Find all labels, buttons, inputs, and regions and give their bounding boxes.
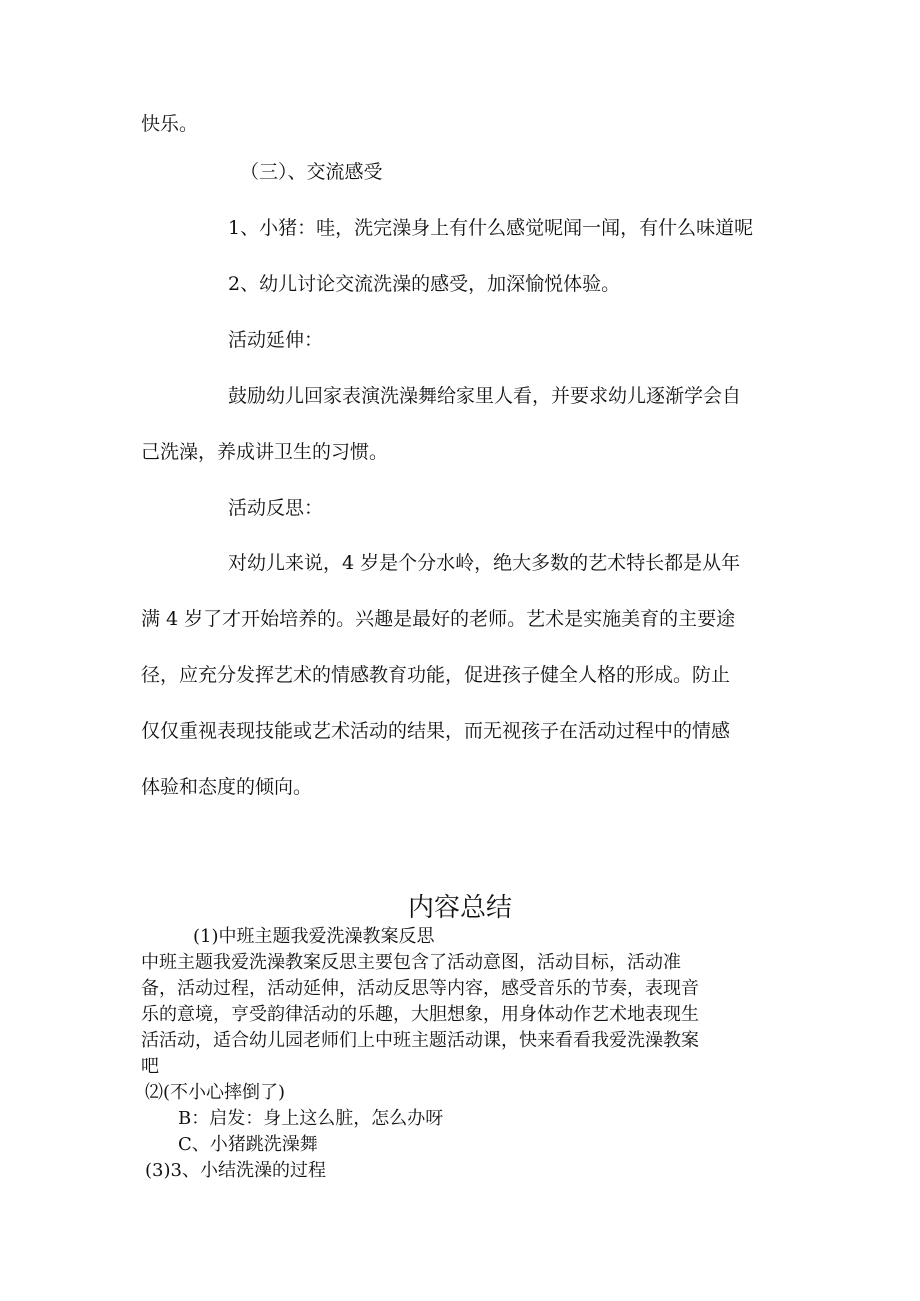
section-heading: （三）、交流感受 (240, 161, 383, 183)
body-line: 对幼儿来说，4 岁是个分水岭，绝大多数的艺术特长都是从年 (228, 552, 741, 574)
body-line: 己洗澡，养成讲卫生的习惯。 (141, 441, 389, 463)
summary-line: C、小猪跳洗澡舞 (178, 1134, 318, 1155)
body-line: 径，应充分发挥艺术的情感教育功能，促进孩子健全人格的形成。防止 (141, 664, 731, 686)
summary-title: 内容总结 (407, 893, 512, 923)
summary-line: 吧 (141, 1056, 159, 1077)
body-line: 仅仅重视表现技能或艺术活动的结果，而无视孩子在活动过程中的情感 (141, 720, 731, 742)
summary-line: 备，活动过程，活动延伸，活动反思等内容，感受音乐的节奏，表现音 (141, 978, 699, 999)
summary-line: (3)3、小结洗澡的过程 (145, 1160, 326, 1181)
summary-line: (1)中班主题我爱洗澡教案反思 (193, 926, 435, 947)
body-line: 鼓励幼儿回家表演洗澡舞给家里人看，并要求幼儿逐渐学会自 (228, 385, 742, 407)
body-line: 1、小猪：哇，洗完澡身上有什么感觉呢闻一闻，有什么味道呢 (228, 217, 754, 239)
body-line: 满 4 岁了才开始培养的。兴趣是最好的老师。艺术是实施美育的主要途 (141, 608, 736, 630)
body-line: 快乐。 (141, 113, 199, 135)
body-line: 2、幼儿讨论交流洗澡的感受，加深愉悦体验。 (228, 273, 621, 295)
summary-line: 活活动，适合幼儿园老师们上中班主题活动课，快来看看我爱洗澡教案 (141, 1030, 699, 1051)
summary-line: ⑵(不小心摔倒了) (145, 1082, 286, 1103)
section-heading: 活动反思： (228, 497, 324, 519)
summary-line: 中班主题我爱洗澡教案反思主要包含了活动意图，活动目标，活动准 (141, 952, 681, 973)
section-heading: 活动延伸： (228, 329, 324, 351)
summary-line: 乐的意境，亨受韵律活动的乐趣，大胆想象，用身体动作艺术地表现生 (141, 1004, 699, 1025)
summary-line: B：启发：身上这么脏，怎么办呀 (178, 1108, 444, 1129)
body-line: 体验和态度的倾向。 (141, 776, 313, 798)
